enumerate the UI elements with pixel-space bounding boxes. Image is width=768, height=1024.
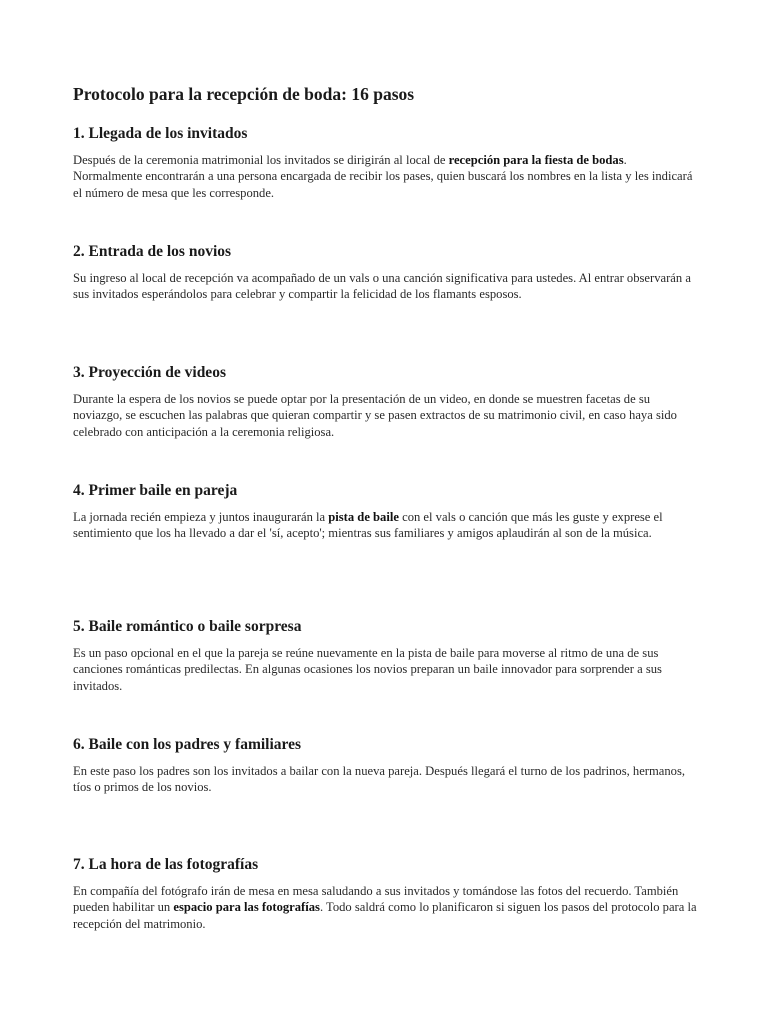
section-heading: 2. Entrada de los novios: [73, 243, 232, 260]
section-body: En compañía del fotógrafo irán de mesa en mesa saludando a sus invitados y tomándose las fotos del recuerdo. También pueden habilitar un espacio para las fotografías. Todo saldrá como lo planificaron si siguen los pasos del protocolo para la recepción del matrimonio.: [73, 884, 697, 931]
section-body: Su ingreso al local de recepción va acompañado de un vals o una canción significativa para ustedes. Al entrar observarán a sus invitados esperándolos para celebrar y compartir la felicidad de los flamants esposos.: [73, 271, 691, 302]
section-body: Es un paso opcional en el que la pareja se reúne nuevamente en la pista de baile para moverse al ritmo de una de sus canciones románticas predilectas. En algunas ocasiones los novios preparan un baile innovador para sorprender a sus invitados.: [73, 646, 662, 693]
section-body: Después de la ceremonia matrimonial los invitados se dirigirán al local de recepción para la fiesta de bodas. Normalmente encontrarán a una persona encargada de recibir los pases, quien buscará los nombres en la lista y les indicará el número de mesa que les corresponde.: [73, 153, 693, 200]
section-4: [73, 481, 698, 542]
section-heading: 7. La hora de las fotografías: [73, 856, 259, 873]
section-heading: 6. Baile con los padres y familiares: [73, 736, 302, 753]
section-6: [73, 735, 698, 796]
section-heading: 1. Llegada de los invitados: [73, 125, 248, 142]
section-heading: 3. Proyección de videos: [73, 364, 226, 381]
section-1: [73, 124, 698, 201]
section-body: Durante la espera de los novios se puede optar por la presentación de un video, en donde se muestren facetas de su noviazgo, se escuchen las palabras que quieran compartir y se pasen extractos de su matrimonio civil, en caso haya sido celebrado con anticipación a la ceremonia religiosa.: [73, 392, 677, 439]
bold-link-text: recepción para la fiesta de bodas: [448, 153, 624, 167]
section-body: En este paso los padres son los invitados a bailar con la nueva pareja. Después llegará el turno de los padrinos, hermanos, tíos o primos de los novios.: [73, 764, 686, 795]
bold-link-text: pista de baile: [328, 510, 399, 524]
section-body: La jornada recién empieza y juntos inaugurarán la pista de baile con el vals o canción que más les guste y exprese el sentimiento que los ha llevado a dar el 'sí, acepto'; mientras sus familiares y amigos aplaudirán al son de la música.: [73, 510, 663, 541]
section-2: [73, 242, 698, 303]
section-3: [73, 363, 698, 440]
section-7: [73, 855, 698, 932]
section-heading: 4. Primer baile en pareja: [73, 482, 238, 499]
document-title: Protocolo para la recepción de boda: 16 pasos: [73, 84, 415, 104]
section-heading: 5. Baile romántico o baile sorpresa: [73, 618, 302, 635]
section-5: [73, 617, 698, 694]
bold-link-text: espacio para las fotografías: [173, 900, 320, 915]
